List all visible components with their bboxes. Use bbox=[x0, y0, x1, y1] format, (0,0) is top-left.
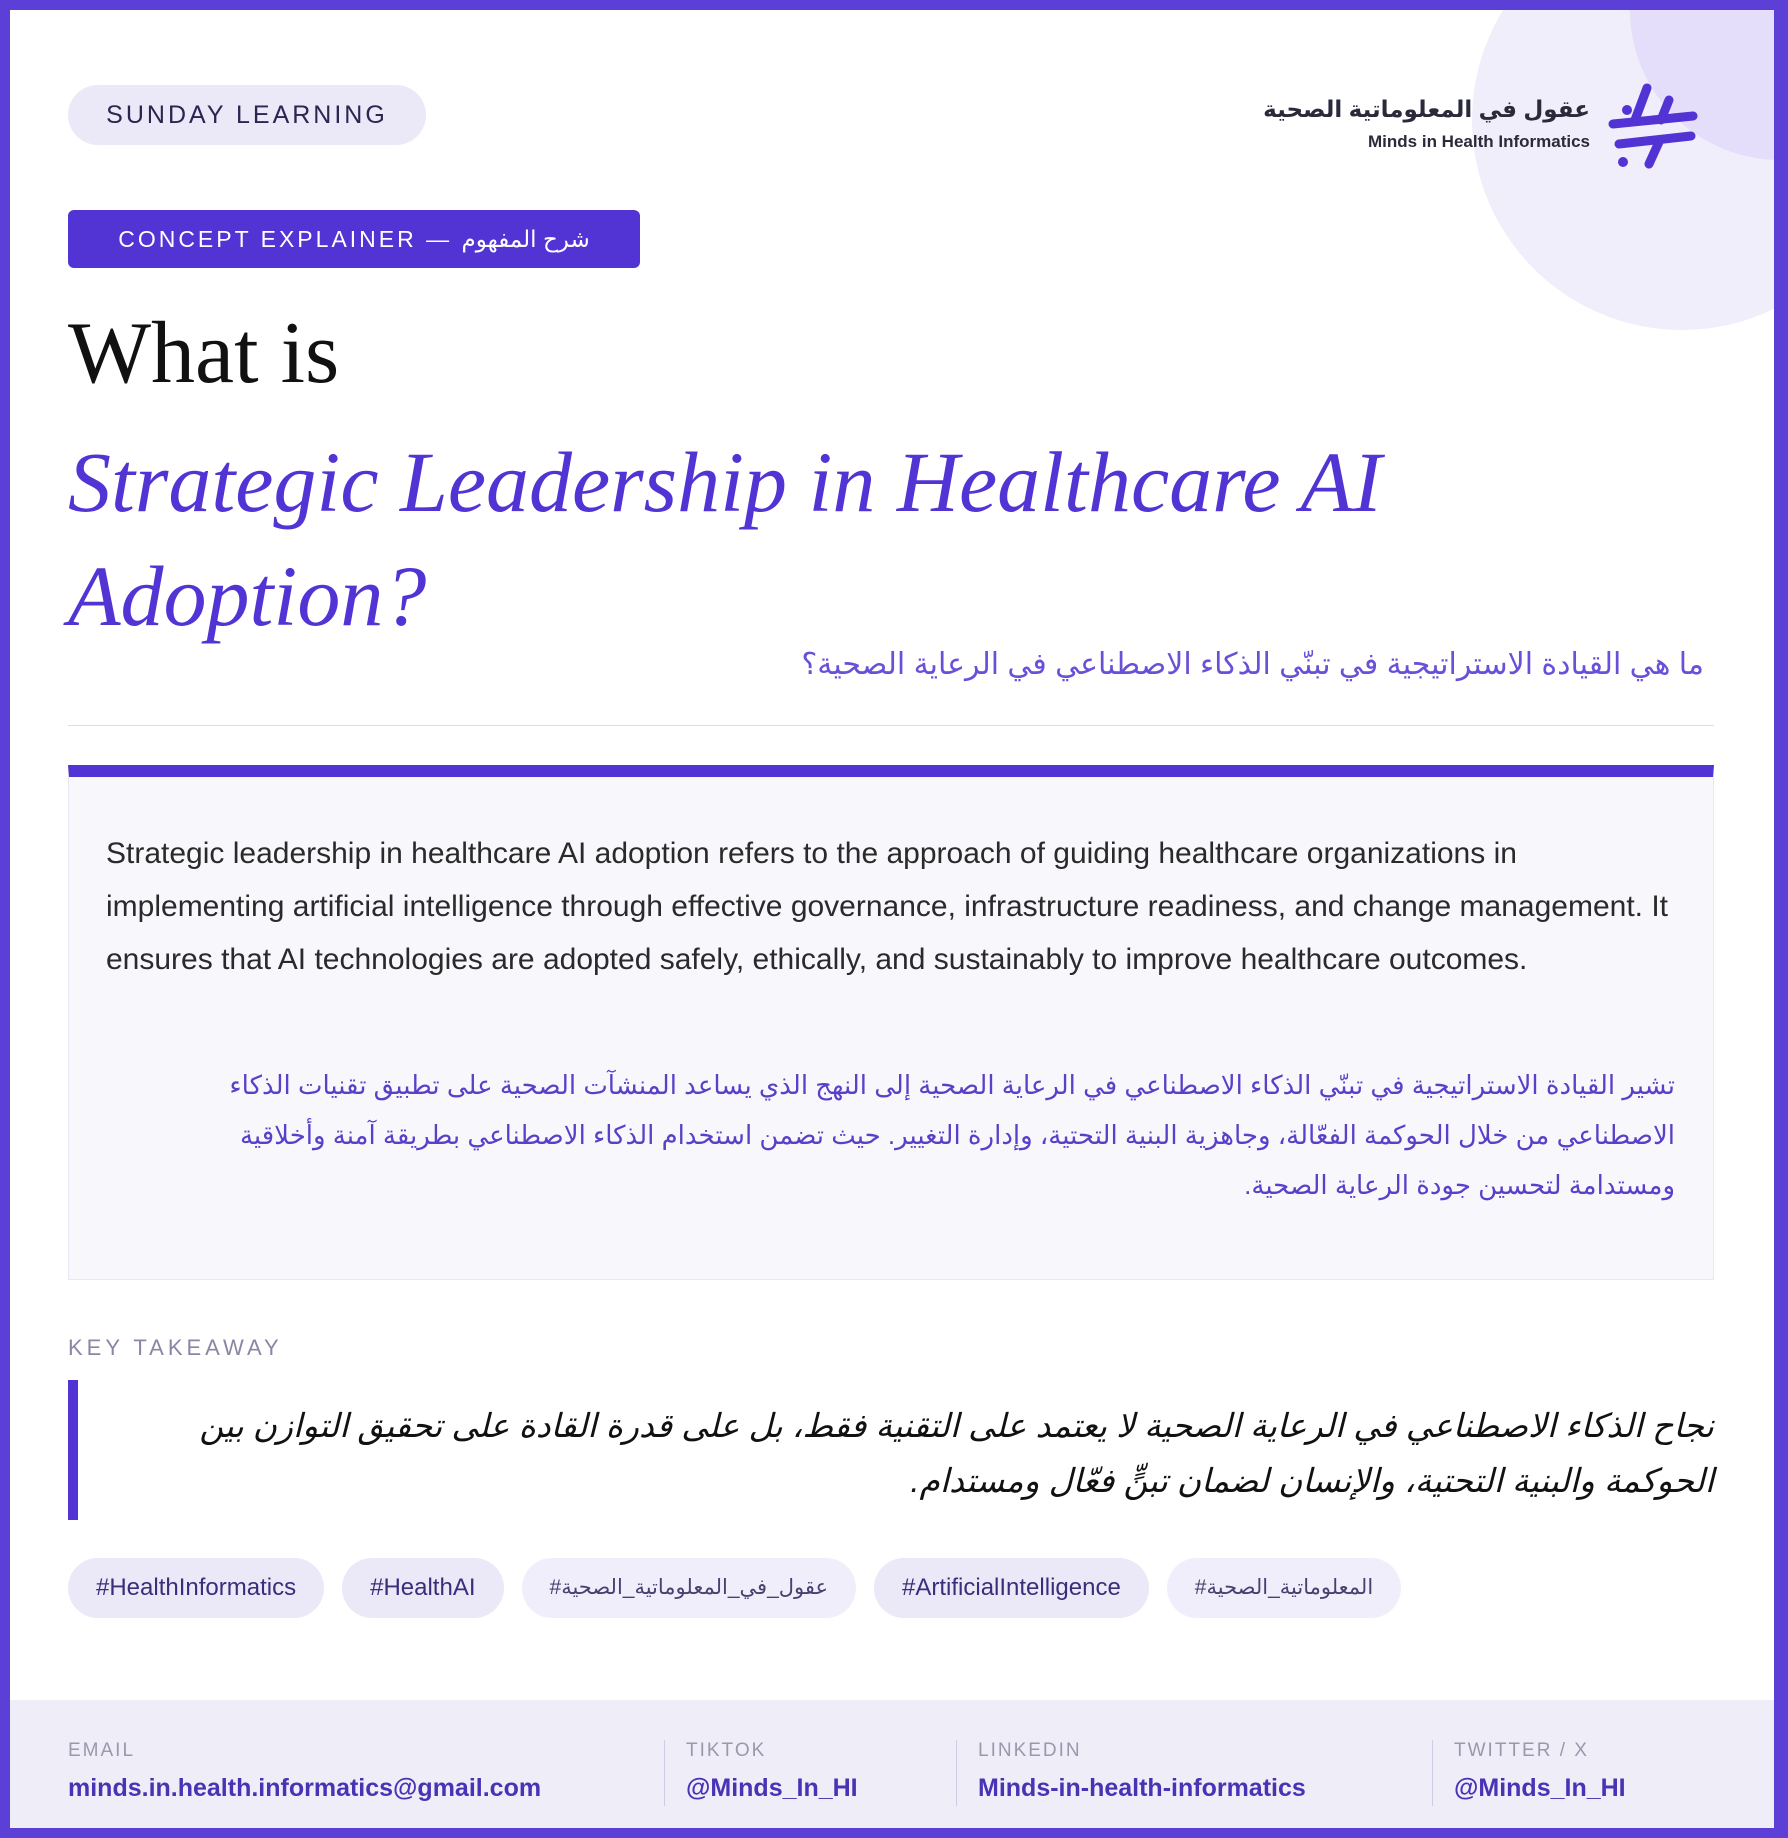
twitter-link[interactable]: @Minds_In_HI bbox=[1454, 1774, 1626, 1802]
contact-footer bbox=[10, 1700, 1774, 1828]
concept-explainer-tag: CONCEPT EXPLAINER — شرح المفهوم bbox=[68, 210, 640, 268]
hashtag[interactable]: #ArtificialIntelligence bbox=[874, 1558, 1149, 1618]
tiktok-link[interactable]: @Minds_In_HI bbox=[686, 1774, 858, 1802]
page-title: Strategic Leadership in Healthcare AI Adoption? bbox=[68, 434, 1382, 644]
key-takeaway-label: KEY TAKEAWAY bbox=[68, 1335, 283, 1360]
definition-box bbox=[68, 765, 1714, 1280]
twitter-label: TWITTER / X bbox=[1454, 1740, 1589, 1761]
linkedin-label: LINKEDIN bbox=[978, 1740, 1082, 1761]
linkedin-link[interactable]: Minds-in-health-informatics bbox=[978, 1774, 1306, 1802]
key-takeaway-text: نجاح الذكاء الاصطناعي في الرعاية الصحية لا يعتمد على التقنية فقط، بل على قدرة القادة على تحقيق التوازن بين الحوكمة والبنية التحتية، والإنسان لضمان تبنٍّ فعّال ومستدام. bbox=[199, 1407, 1714, 1499]
hashtag[interactable]: #المعلوماتية_الصحية bbox=[1167, 1558, 1401, 1618]
email-link[interactable]: minds.in.health.informatics@gmail.com bbox=[68, 1774, 542, 1802]
email-label: EMAIL bbox=[68, 1740, 136, 1761]
footer-separator bbox=[956, 1740, 957, 1806]
brand-name-ar: عقول في المعلوماتية الصحية bbox=[1263, 96, 1590, 122]
hashtag[interactable]: #عقول_في_المعلوماتية_الصحية bbox=[522, 1558, 857, 1618]
definition-arabic: تشير القيادة الاستراتيجية في تبنّي الذكاء الاصطناعي في الرعاية الصحية إلى النهج الذي يساعد المنشآت الصحية على تطبيق تقنيات الذكاء الاصطناعي من خلال الحوكمة الفعّالة، وجاهزية البنية التحتية، وإدارة التغيير. حيث تضمن استخدام الذكاء الاصطناعي بطريقة آمنة وأخلاقية ومستدامة لتحسين جودة الرعاية الصحية. bbox=[229, 1070, 1675, 1200]
divider bbox=[68, 725, 1714, 726]
hashtag[interactable]: #HealthAI bbox=[342, 1558, 503, 1618]
tiktok-label: TIKTOK bbox=[686, 1740, 767, 1761]
post-card bbox=[10, 10, 1774, 1828]
key-takeaway-accent-bar bbox=[68, 1380, 78, 1520]
brand-name-en: Minds in Health Informatics bbox=[1368, 132, 1590, 151]
footer-tiktok bbox=[686, 1740, 858, 1803]
footer-separator bbox=[664, 1740, 665, 1806]
footer-email bbox=[68, 1740, 541, 1803]
sunday-learning-badge: SUNDAY LEARNING bbox=[68, 85, 426, 145]
footer-separator bbox=[1432, 1740, 1433, 1806]
hashtag-list bbox=[68, 1558, 1401, 1618]
footer-twitter bbox=[1454, 1740, 1626, 1803]
brand-logo bbox=[1263, 80, 1700, 170]
title-prefix: What is bbox=[68, 305, 340, 402]
definition-english: Strategic leadership in healthcare AI adoption refers to the approach of guiding healthcare organizations in implementing artificial intelligence through effective governance, infrastructure readiness, and change management. It ensures that AI technologies are adopted safely, ethically, and sustainably to improve healthcare outcomes. bbox=[106, 837, 1669, 976]
brand-logo-icon bbox=[1605, 80, 1700, 170]
hashtag[interactable]: #HealthInformatics bbox=[68, 1558, 324, 1618]
title-arabic: ما هي القيادة الاستراتيجية في تبنّي الذكاء الاصطناعي في الرعاية الصحية؟ bbox=[801, 648, 1704, 681]
footer-linkedin bbox=[978, 1740, 1306, 1803]
